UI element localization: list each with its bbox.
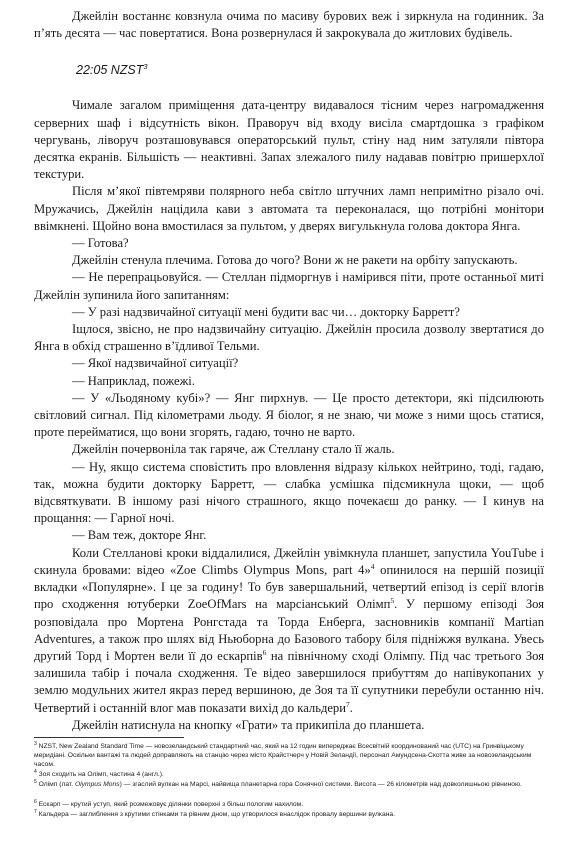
paragraph-15-part-b: . У першому епізоді Зоя розповідала про Мортена Ронгстада та Торда Енберга, засновників компанії Martian Adventures, а також про шлях від Ньюборна до Базового табору біля підніжжя вулкана. Увесь другий Торд і Мортен вели її до ескарпів [34,597,544,663]
footnote-7 [34,810,540,819]
footnote-ref-4: 4 [370,561,375,571]
paragraph-11: — У «Льодяному кубі»? — Янг пирхнув. — Це просто детектори, які підсилюють світловий сигнал. Під кілометрами льоду. Я біолог, я не знаю, чи може з ними щось статися, проте перейматися, що вони згорять, гадаю, точно не варто. [34,390,544,440]
footnote-6 [34,800,540,809]
footnote-4-mark: 4 [34,768,37,775]
document-body [34,0,544,734]
footnote-5 [34,780,540,789]
footnote-3-mark: 3 [34,740,37,747]
footnote-5-text-c: ) — згаслий вулкан на Марсі, найвища планетарна гора Сонячної системи. Висота — 26 кілометрів над довколишньою рівниною. [119,781,522,788]
paragraph-9: — Якої надзвичайної ситуації? [72,356,239,371]
footnote-5-mark: 5 [34,778,37,785]
paragraph-10: — Наприклад, пожежі. [72,373,195,388]
paragraph-16: Джейлін натиснула на кнопку «Грати» та прикипіла до планшета. [72,717,425,732]
footnote-3-text: NZST, New Zealand Standard Time — новозеландський стандартний час, який на 12 годин випереджає Всесвітній координований час (UTC) на Гринвіцькому меридіані. Оскільки вантажі та людей доправляють на станцію через місто Крайстчерч у Новій Зеландії, персонал Амундсена-Скотта живе за новозеландським часом. [34,743,532,769]
paragraph-15-start: Коли Стелланові кроки віддалилися, Джейлін увімкнула планшет, запустила YouTube і скинула бровами: відео «Zoe Climbs Olympus Mons, part 4» [34,545,544,577]
footnote-6-text: Ескарп — крутий уступ, який розмежовує ділянки поверхні з більш пологим нахилом. [36,801,304,808]
footnote-ref-6: 6 [262,647,267,657]
footnote-6-mark: 6 [34,798,37,805]
footnote-divider [34,737,184,738]
paragraph-13: — Ну, якщо система сповістить про вловлення відразу кількох нейтрино, тоді, гадаю, так, можна будити докторку Барретт, — слабка усмішка підсмикнула щоки, — щоб відсвяткувати. В іншому разі нічого страшного, якщо почекаєш до ранку. — І кинув на прощання: — Гарної ночі. [34,459,544,526]
paragraph-4: — Готова? [72,236,129,251]
footnote-7-text: Кальдера — заглиблення з крутими стінками та рівним дном, що утворилося внаслідок провалу вершини вулкана. [36,811,395,818]
paragraph-6: — Не перепрацьовуйся. — Стеллан підморгнув і намірився піти, проте останньої миті Джейлін зупинила його запитанням: [34,270,544,302]
paragraph-12: Джейлін почервоніла так гаряче, аж Стеллану стало її жаль. [72,442,395,457]
paragraph-14: — Вам теж, докторе Янг. [72,528,207,543]
paragraph-15-part-c: на північному сході Олімпу. Під час третього Зоя залишила табір і почала сходження. Те відео завершилося прибуттям до напівукопаних у землю модульних жител якраз перед вершиною, де Зоя та її супутники перебули останню ніч. Четвертий і останній влог мав показати вихід до кальдери [34,648,544,715]
paragraph-7: — У разі надзвичайної ситуації мені будити вас чи… докторку Барретт? [72,304,460,319]
footnote-5-text-a: Олімп (лат. [36,781,75,788]
paragraph-3: Після м’якої півтемряви полярного неба світло штучних ламп непримітно різало очі. Мружачись, Джейлін націдила кави з автомата та переконалася, що потрібні монітори ввімкнені. Щойно вона вмостилася за пультом, у дверях вигулькнула голова доктора Янга. [34,184,544,233]
paragraph-8: Іщлося, звісно, не про надзвичайну ситуацію. Джейлін просила дозволу звертатися до Янга в обхід страшенно в’їдливої Тельми. [34,322,544,354]
footnote-ref-7: 7 [345,699,350,709]
paragraph-15-end: . [349,700,353,715]
footnote-4 [34,770,540,779]
paragraph-2: Чимале загалом приміщення дата-центру видавалося тісним через нагромадження серверних шаф і відсутність вікон. Праворуч від входу висіла смартдошка з графіком чергувань, ліворуч розташовувався операторський пульт, стіну над ним затуляли півтора десятка екранів. Більшість — неактивні. Запах злежалого пилу надавав повітрю пришерхлої текстури. [34,98,544,182]
paragraph-1: Джейлін востаннє ковзнула очима по масиву бурових веж і зиркнула на годинник. За п’ять десята — час повертатися. Вона розвернулася й закрокувала до житлових будівель. [34,9,544,41]
paragraph-15 [34,545,544,717]
footnote-4-text: Зоя сходить на Олімп, частина 4 (англ.). [36,771,164,778]
section-heading [34,63,544,77]
footnote-3 [34,742,540,770]
footnote-7-mark: 7 [34,808,37,815]
footnote-ref-3: 3 [143,62,148,72]
footnote-5-latin: Olympus Mons [74,781,120,788]
heading-time: 22:05 NZST [76,63,144,78]
paragraph-5: Джейлін стенула плечима. Готова до чого? Вони ж не ракети на орбіту запускають. [72,253,518,268]
paragraph-15-part-a: опинилося на першій позиції вкладки «Популярне». І це за годину! То був завершальний, четвертий епізод із серії влогів про сходження ютуберки ZoeOfMars на марсіанський Олімп [34,562,544,612]
footnote-ref-5: 5 [390,596,395,606]
